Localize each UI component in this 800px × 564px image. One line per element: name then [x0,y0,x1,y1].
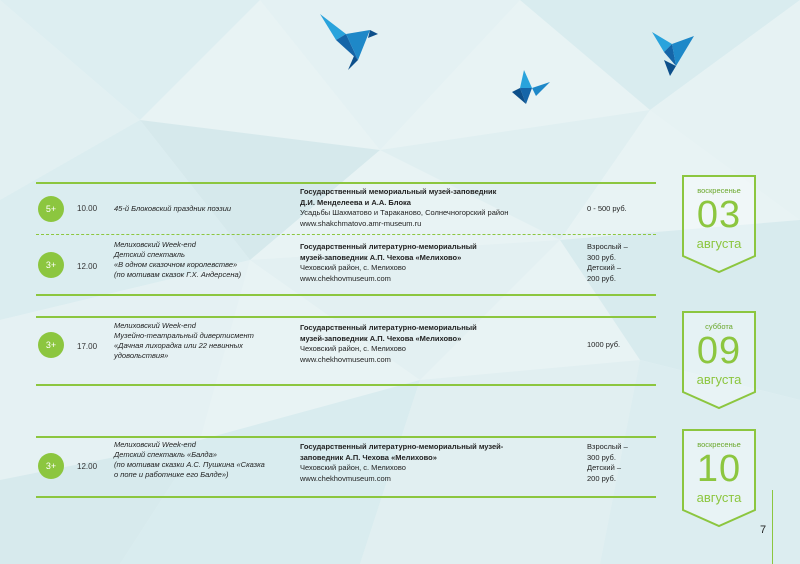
section-divider [36,384,656,386]
event-price: 1000 руб. [587,340,621,349]
event-time: 12.00 [77,462,98,471]
date-pennant [681,310,757,410]
day-of-week: воскресенье [697,440,741,449]
section-divider [36,316,656,318]
section-divider [36,496,656,498]
origami-bird-icon [650,26,698,78]
section-divider [36,182,656,184]
section-divider [36,436,656,438]
month-name: августа [696,372,742,387]
event-time: 17.00 [77,342,98,351]
page-edge-rule [772,490,773,564]
origami-bird-icon [318,10,380,72]
age-badge: 3+ [38,252,64,278]
event-venue: Государственный литературно-мемориальный музей- заповедник А.П. Чехова «Мелихово» Чеховский район, с. Мелихово www.chekhovmuseum.com [300,442,585,484]
day-of-week: суббота [705,322,733,331]
event-divider [36,234,656,235]
venue-link[interactable]: www.chekhovmuseum.com [300,473,391,483]
event-price: Взрослый – 300 руб. Детский – 200 руб. [587,242,628,283]
venue-link[interactable]: www.chekhovmuseum.com [300,354,391,364]
date-pennant [681,428,757,528]
event-price: 0 - 500 руб. [587,204,627,213]
age-badge: 3+ [38,453,64,479]
month-name: августа [696,490,742,505]
page-number: 7 [760,524,767,536]
event-title: Мелиховский Week-end Детский спектакль «Балда» (по мотивам сказки А.С. Пушкина «Сказка о попе и работнике его Балде») [114,440,265,479]
event-venue: Государственный литературно-мемориальный музей-заповедник А.П. Чехова «Мелихово» Чеховский район, с. Мелихово www.chekhovmuseum.com [300,242,585,284]
event-venue: Государственный мемориальный музей-заповедник Д.И. Менделеева и А.А. Блока Усадьбы Шахматово и Тараканово, Солнечногорский район www.shakchmatovo.amr-museum.ru [300,187,585,229]
day-number: 10 [696,448,742,490]
event-title: 45-й Блоковский праздник поэзии [114,204,232,213]
date-pennant [681,174,757,274]
origami-bird-icon [506,68,554,108]
day-number: 09 [696,330,742,372]
event-title: Мелиховский Week-end Музейно-театральный дивертисмент «Дачная лихорадка или 22 невинных удовольствия» [114,321,254,360]
event-time: 10.00 [77,204,98,213]
day-number: 03 [696,194,742,236]
event-title: Мелиховский Week-end Детский спектакль «В одном сказочном королевстве» (по мотивам сказок Г.Х. Андерсена) [114,240,242,279]
section-divider [36,294,656,296]
venue-link[interactable]: www.shakchmatovo.amr-museum.ru [300,218,422,228]
age-badge: 5+ [38,196,64,222]
event-time: 12.00 [77,262,98,271]
venue-link[interactable]: www.chekhovmuseum.com [300,273,391,283]
event-price: Взрослый – 300 руб. Детский – 200 руб. [587,442,628,483]
event-venue: Государственный литературно-мемориальный музей-заповедник А.П. Чехова «Мелихово» Чеховский район, с. Мелихово www.chekhovmuseum.com [300,323,585,365]
month-name: августа [696,236,742,251]
age-badge: 3+ [38,332,64,358]
day-of-week: воскресенье [697,186,741,195]
